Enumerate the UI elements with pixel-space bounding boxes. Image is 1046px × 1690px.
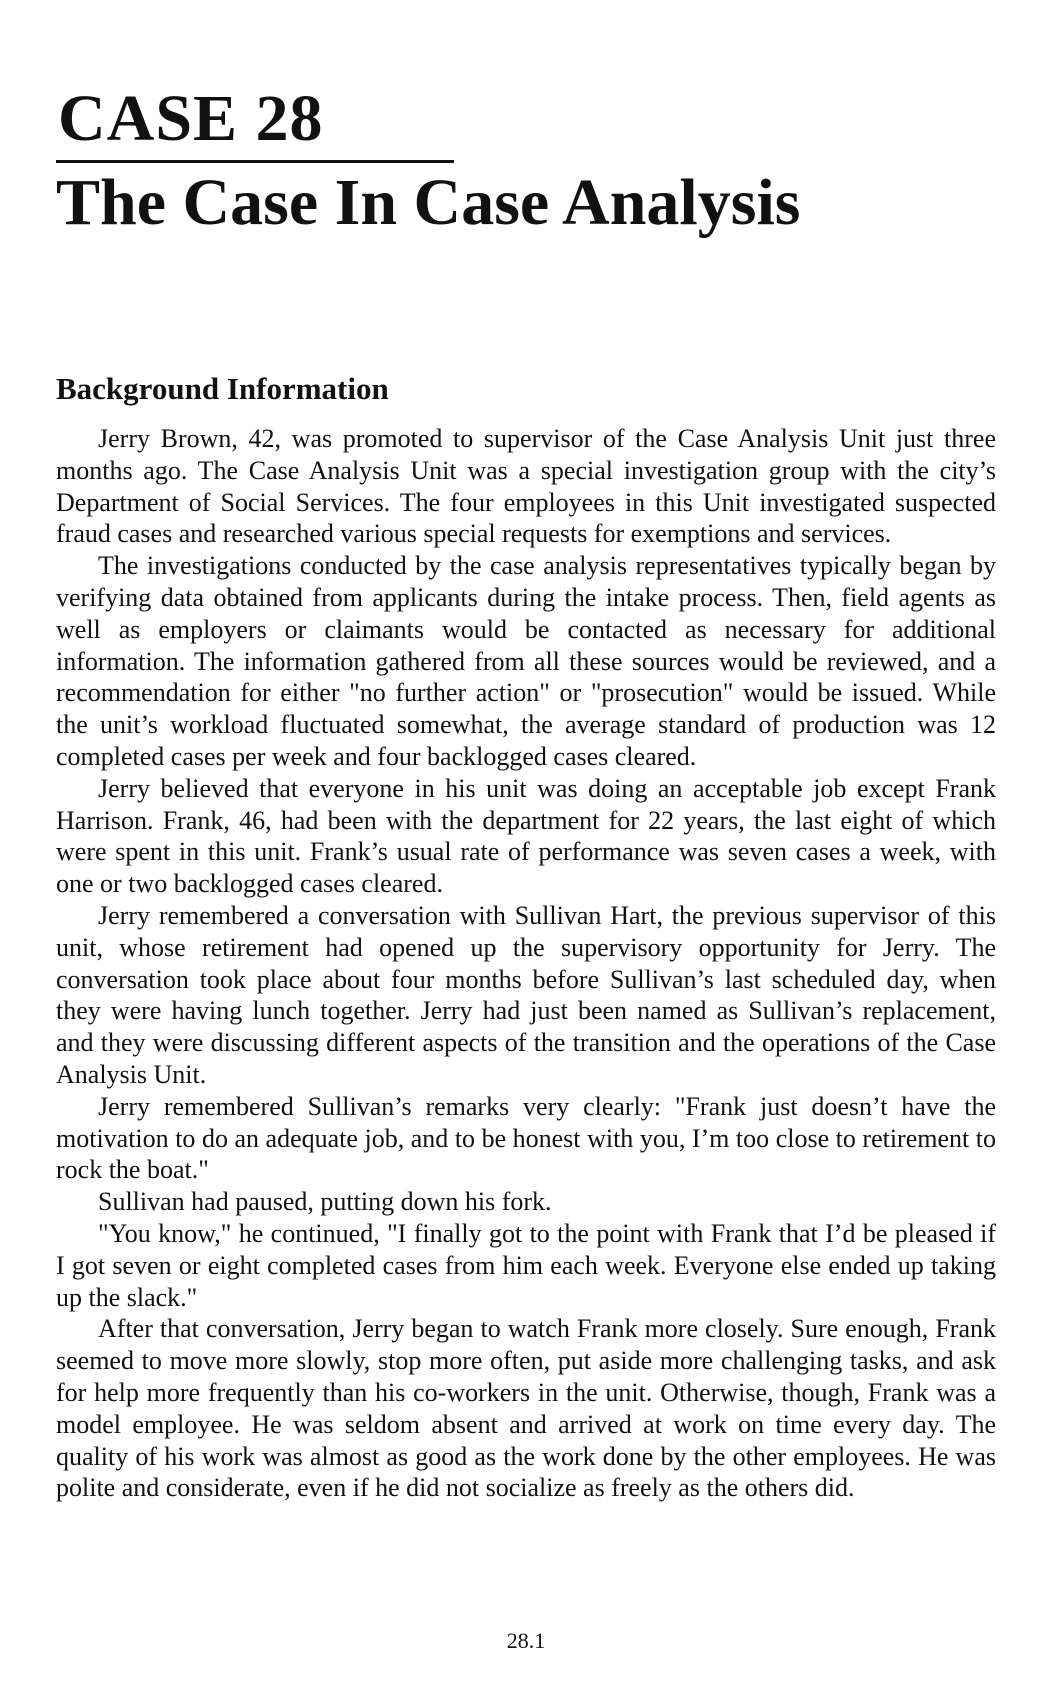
paragraph: Jerry believed that everyone in his unit was doing an acceptable job except Frank Harrison. Frank, 46, had been with the department for 22 years, the last eight of which were spent in this unit. Frank’s usual rate of performance was seven cases a week, with one or two backlogged cases cleared. <box>56 773 996 899</box>
section-heading: Background Information <box>56 371 389 406</box>
paragraph: Jerry remembered Sullivan’s remarks very clearly: "Frank just doesn’t have the motivation to do an adequate job, and to be honest with you, I’m too close to retirement to rock the boat." <box>56 1091 996 1185</box>
case-title: The Case In Case Analysis <box>56 166 801 239</box>
paragraph: "You know," he continued, "I finally got to the point with Frank that I’d be pleased if I got seven or eight completed cases from him each week. Everyone else ended up taking up the slack." <box>56 1218 996 1312</box>
paragraph: After that conversation, Jerry began to watch Frank more closely. Sure enough, Frank seemed to move more slowly, stop more often, put aside more challenging tasks, and ask for help more frequently than his co-workers in the unit. Otherwise, though, Frank was a model employee. He was seldom absent and arrived at work on time every day. The quality of his work was almost as good as the work done by the other employees. He was polite and considerate, even if he did not socialize as freely as the others did. <box>56 1314 996 1503</box>
body-text <box>56 423 996 1504</box>
document-page <box>56 0 1002 1690</box>
title-divider <box>56 160 454 163</box>
paragraph: Jerry remembered a conversation with Sullivan Hart, the previous supervisor of this unit, whose retirement had opened up the supervisory opportunity for Jerry. The conversation took place about four months before Sullivan’s last scheduled day, when they were having lunch together. Jerry had just been named as Sullivan’s replacement, and they were discussing different aspects of the transition and the operations of the Case Analysis Unit. <box>56 900 996 1089</box>
paragraph: Sullivan had paused, putting down his fork. <box>98 1187 552 1217</box>
paragraph: The investigations conducted by the case analysis representatives typically began by verifying data obtained from applicants during the intake process. Then, field agents as well as employers or claimants would be contacted as necessary for additional information. The information gathered from all these sources would be reviewed, and a recommendation for either "no further action" or "prosecution" would be issued. While the unit’s workload fluctuated somewhat, the average standard of production was 12 completed cases per week and four backlogged cases cleared. <box>56 551 996 771</box>
page-number: 28.1 <box>506 1628 546 1653</box>
paragraph: Jerry Brown, 42, was promoted to supervisor of the Case Analysis Unit just three months ago. The Case Analysis Unit was a special investigation group with the city’s Department of Social Services. The four employees in this Unit investigated suspected fraud cases and researched various special requests for exemptions and services. <box>56 424 996 549</box>
case-number: CASE 28 <box>58 82 324 155</box>
